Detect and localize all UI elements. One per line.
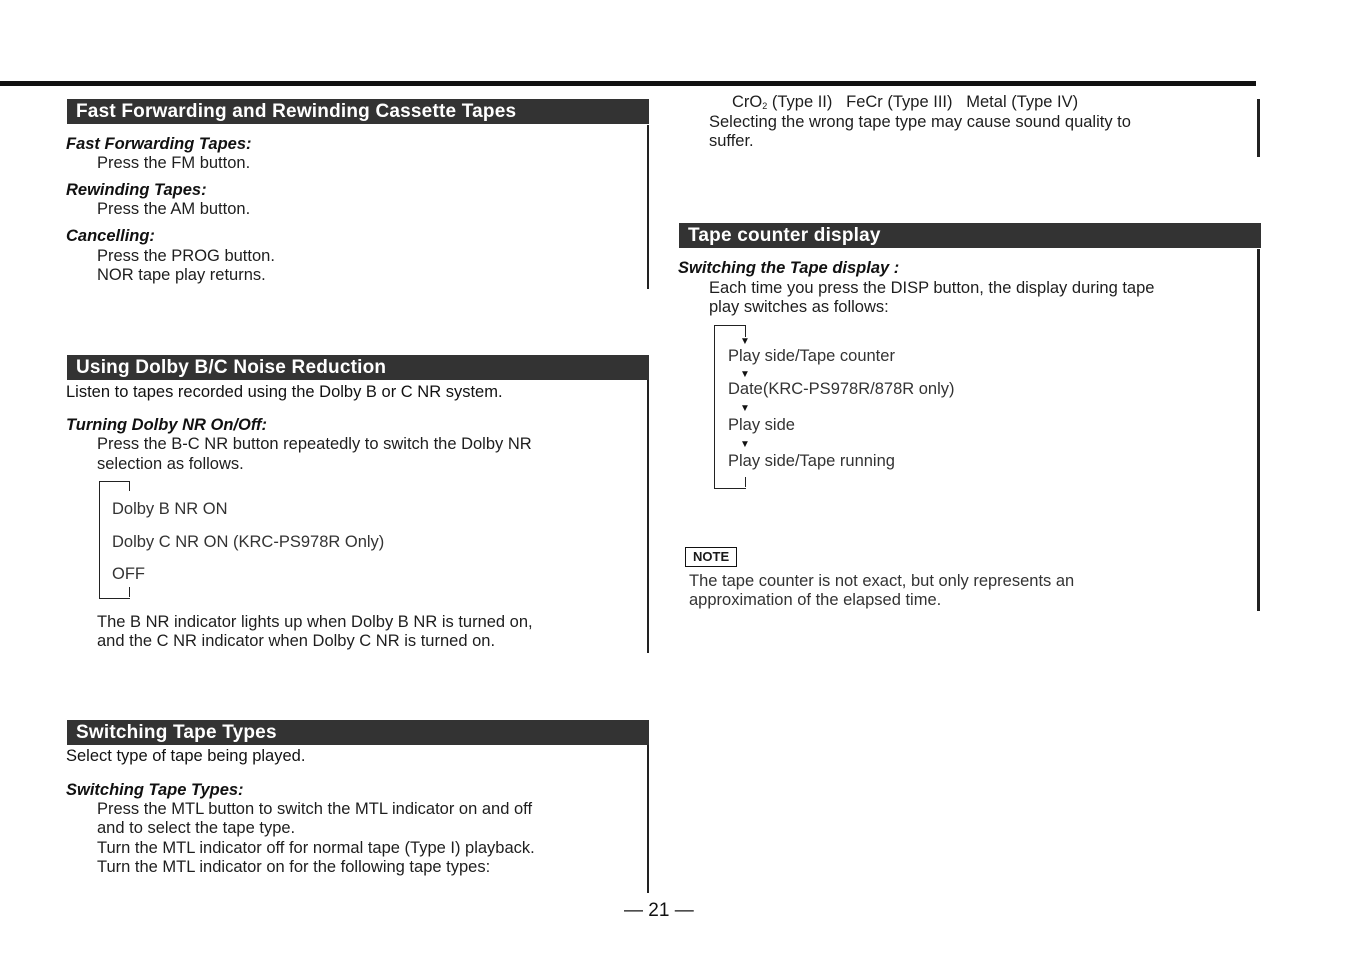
cancel-subheading: Cancelling: (66, 227, 155, 245)
top-rule (0, 81, 1256, 86)
cro2-subscript: 2 (762, 101, 768, 111)
tape-types-text-line: Turn the MTL indicator off for normal tape (Type I) playback. (97, 839, 535, 857)
cancel-text-line: Press the PROG button. (97, 247, 275, 265)
counter-cycle-item: Play side/Tape counter (728, 347, 895, 365)
down-arrow-icon: ▼ (740, 439, 750, 450)
dolby-cycle-item: Dolby C NR ON (KRC-PS978R Only) (112, 533, 385, 551)
down-arrow-icon: ▼ (740, 369, 750, 380)
right-column-rule-2 (1257, 249, 1260, 611)
note-text-line: The tape counter is not exact, but only represents an (689, 572, 1075, 590)
tape-types-text-line: Turn the MTL indicator on for the following tape types: (97, 858, 491, 876)
tape-type-warning-line: Selecting the wrong tape type may cause sound quality to (709, 113, 1131, 131)
right-column-rule-1 (1257, 99, 1260, 157)
dolby-cycle-item: OFF (112, 565, 145, 583)
note-badge: NOTE (685, 547, 737, 567)
dolby-intro: Listen to tapes recorded using the Dolby B or C NR system. (66, 383, 503, 401)
tape-type-warning-line: suffer. (709, 132, 754, 150)
tape-types-text-line: Press the MTL button to switch the MTL indicator on and off (97, 800, 533, 818)
dolby-text-line: Press the B-C NR button repeatedly to switch the Dolby NR (97, 435, 532, 453)
left-column-rule-1 (647, 125, 649, 289)
cancel-text-line: NOR tape play returns. (97, 266, 266, 284)
fast-forward-subheading: Fast Forwarding Tapes: (66, 135, 252, 153)
down-arrow-icon: ▼ (740, 403, 750, 414)
dolby-cycle-bracket-tick-top (129, 481, 130, 491)
counter-cycle-item: Play side (728, 416, 795, 434)
page-number: — 21 — (624, 900, 694, 921)
dolby-cycle-item: Dolby B NR ON (112, 500, 228, 518)
counter-cycle-item: Play side/Tape running (728, 452, 895, 470)
tape-counter-subheading: Switching the Tape display : (678, 259, 900, 277)
section-heading-fast-forward: Fast Forwarding and Rewinding Cassette Tapes (67, 99, 649, 124)
tape-counter-text-line: play switches as follows: (709, 298, 889, 316)
cro2-type: (Type II) (771, 93, 833, 111)
dolby-note-line: The B NR indicator lights up when Dolby B NR is turned on, (97, 613, 533, 631)
section-heading-tape-counter: Tape counter display (679, 223, 1261, 248)
section-heading-dolby: Using Dolby B/C Noise Reduction (67, 355, 649, 380)
section-heading-tape-types: Switching Tape Types (67, 720, 649, 745)
dolby-text-line: selection as follows. (97, 455, 244, 473)
rewind-text: Press the AM button. (97, 200, 251, 218)
tape-types-subheading: Switching Tape Types: (66, 781, 244, 799)
cro2-label: CrO (732, 93, 763, 111)
dolby-cycle-bracket-tick-bottom (129, 587, 130, 597)
down-arrow-icon: ▼ (740, 336, 750, 347)
rewind-subheading: Rewinding Tapes: (66, 181, 207, 199)
counter-cycle-item: Date(KRC-PS978R/878R only) (728, 380, 955, 398)
dolby-subheading: Turning Dolby NR On/Off: (66, 416, 268, 434)
metal-type: Metal (Type IV) (966, 93, 1079, 111)
tape-types-intro: Select type of tape being played. (66, 747, 306, 765)
left-column-rule-2 (647, 380, 649, 653)
note-text-line: approximation of the elapsed time. (689, 591, 942, 609)
counter-cycle-bracket-tick-bottom (745, 477, 746, 487)
tape-counter-text-line: Each time you press the DISP button, the display during tape (709, 279, 1155, 297)
left-column-rule-3 (647, 745, 649, 893)
fast-forward-text: Press the FM button. (97, 154, 251, 172)
fecr-type: FeCr (Type III) (846, 93, 953, 111)
tape-types-text-line: and to select the tape type. (97, 819, 296, 837)
dolby-note-line: and the C NR indicator when Dolby C NR is turned on. (97, 632, 496, 650)
